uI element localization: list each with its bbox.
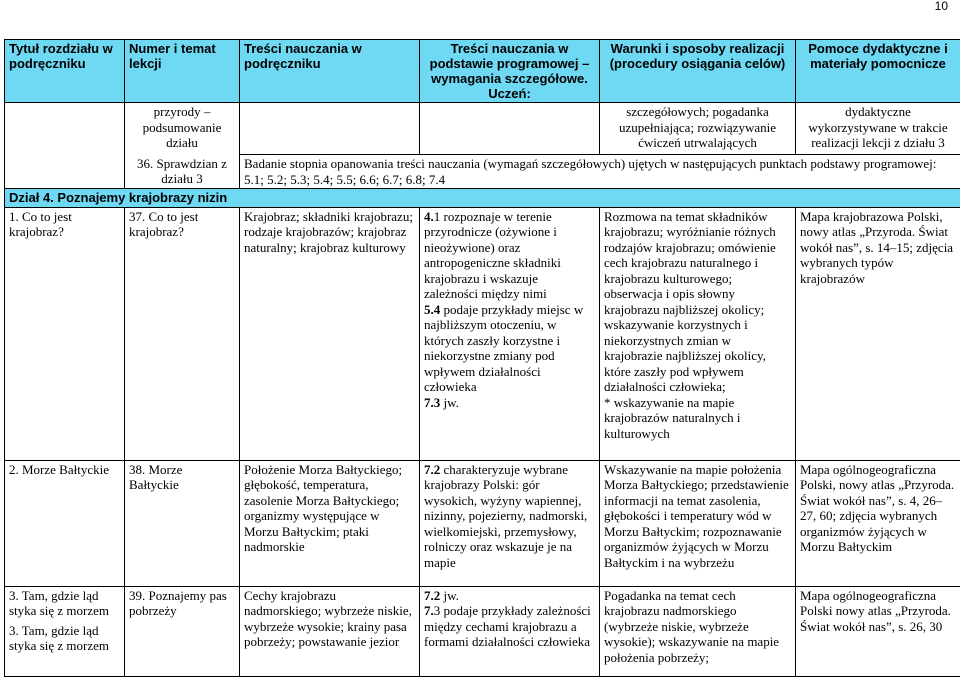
content-cell: Cechy krajobrazu nadmorskiego; wybrzeże niskie, wybrzeże wysokie; krainy pasa pobrzeży; powstawanie jezior [240,586,420,676]
content-cell: Położenie Morza Bałtyckiego; głębokość, temperatura, zasolenie Morza Bałtyckiego; organizmy występujące w Morzu Bałtyckim; ptaki nadmorskie [240,460,420,586]
header-chapter: Tytuł rozdziału w podręczniku [5,40,125,103]
curriculum-table [4,39,960,677]
conditions-cell: Rozmowa na temat składników krajobrazu; wyróżnianie różnych rodzajów krajobrazu; omówienie cech krajobrazu naturalnego i krajobrazu kulturowego; obserwacja i opis słowny krajobrazu najbliższej okolicy; wskazywanie korzystnych i niekorzystnych zmian w krajobrazie najbliższej okolicy, które zaszły pod wpływem działalności człowieka; * wskazywanie na mapie krajobrazów naturalnych i kulturowych [600,207,796,460]
aids-cell: Mapa krajobrazowa Polski, nowy atlas „Przyroda. Świat wokół nas”, s. 14–15; zdjęcia wybranych typów krajobrazów [796,207,960,460]
table-header-row [5,40,960,103]
chapter-cell: 3. Tam, gdzie ląd styka się z morzem 3. Tam, gdzie ląd styka się z morzem [5,586,125,676]
conditions-cell: Wskazywanie na mapie położenia Morza Bałtyckiego; przedstawienie informacji na temat zasolenia, głębokości i temperatury wód w Morzu Bałtyckim; rozpoznawanie organizmów żyjących w Morzu Bałtyckim i na wybrzeżu [600,460,796,586]
lesson-cell: 37. Co to jest krajobraz? [125,207,240,460]
chapter-cell: 1. Co to jest krajobraz? [5,207,125,460]
requirements-cell: 4.1 rozpoznaje w terenie przyrodnicze (ożywione i nieożywione) oraz antropogeniczne składniki krajobrazu i wskazuje zależności między nimi 5.4 podaje przykłady miejsc w najbliższym otoczeniu, w których zaszły korzystne i niekorzystne zmiany pod wpływem działalności człowieka 7.3 jw. [420,207,600,460]
lesson-cell: 38. Morze Bałtyckie [125,460,240,586]
section-row [5,189,960,208]
lesson-cell: 39. Poznajemy pas pobrzeży [125,586,240,676]
lesson-cell: przyrody – podsumowanie działu [125,103,240,155]
header-conditions: Warunki i sposoby realizacji (procedury osiągania celów) [600,40,796,103]
conditions-cell: Pogadanka na temat cech krajobrazu nadmorskiego (wybrzeże niskie, wybrzeże wysokie); wskazywanie na mapie położenia pobrzeży; [600,586,796,676]
header-curriculum-requirements: Treści nauczania w podstawie programowej – wymagania szczegółowe. Uczeń: [420,40,600,103]
aids-cell: Mapa ogólnogeograficzna Polski, nowy atlas „Przyroda. Świat wokół nas”, s. 4, 26–27, 60; zdjęcia wybranych organizmów żyjących w Morzu Bałtyckim [796,460,960,586]
test-description-cell: Badanie stopnia opanowania treści nauczania (wymagań szczegółowych) ujętych w następujących punktach podstawy programowej: 5.1; 5.2; 5.3; 5.4; 5.5; 6.6; 6.7; 6.8; 7.4 [240,155,960,189]
aids-cell: dydaktyczne wykorzystywane w trakcie realizacji lekcji z działu 3 [796,103,960,155]
header-lesson: Numer i temat lekcji [125,40,240,103]
content-cell: Krajobraz; składniki krajobrazu; rodzaje krajobrazów; krajobraz naturalny; krajobraz kulturowy [240,207,420,460]
requirements-cell: 7.2 charakteryzuje wybrane krajobrazy Polski: gór wysokich, wyżyny wapiennej, nizinny, pojezierny, nadmorski, wielkomiejski, przemysłowy, rolniczy oraz wskazuje je na mapie [420,460,600,586]
table-row [5,103,960,155]
header-teaching-aids: Pomoce dydaktyczne i materiały pomocnicze [796,40,960,103]
table-row [5,207,960,460]
chapter-cell: 2. Morze Bałtyckie [5,460,125,586]
table-row [5,155,960,189]
requirements-cell: 7.2 jw. 7.3 podaje przykłady zależności między cechami krajobrazu a formami działalności człowieka [420,586,600,676]
conditions-cell: szczegółowych; pogadanka uzupełniająca; rozwiązywanie ćwiczeń utrwalających [600,103,796,155]
table-row [5,586,960,676]
page-number: 10 [935,0,948,13]
table-row [5,460,960,586]
header-textbook-content: Treści nauczania w podręczniku [240,40,420,103]
lesson-cell: 36. Sprawdzian z działu 3 [125,155,240,189]
aids-cell: Mapa ogólnogeograficzna Polski nowy atlas „Przyroda. Świat wokół nas”, s. 26, 30 [796,586,960,676]
section-title: Dział 4. Poznajemy krajobrazy nizin [5,189,960,208]
